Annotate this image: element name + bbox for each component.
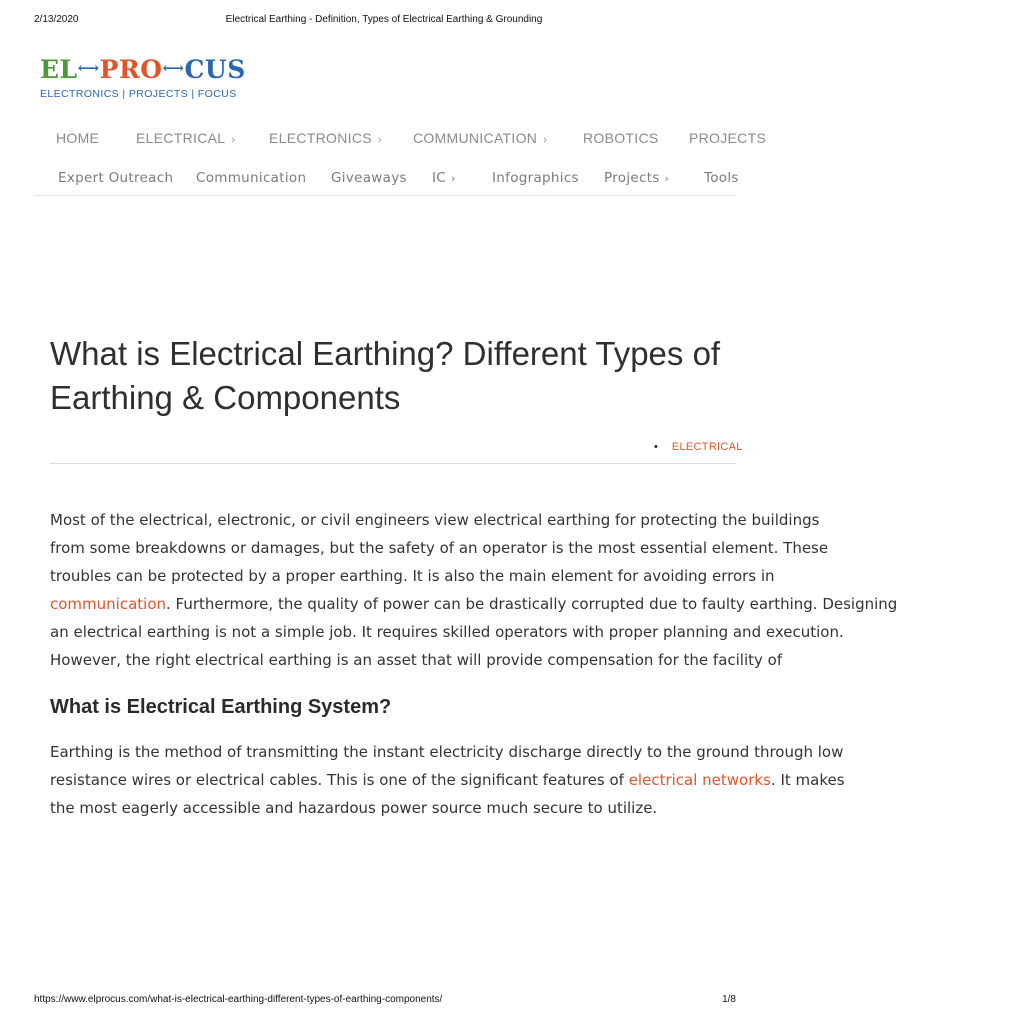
nav-divider — [34, 195, 736, 196]
nav-item-expert-outreach[interactable] — [58, 170, 173, 186]
article-title-line: What is Electrical Earthing? Different Types of — [50, 335, 721, 372]
paragraph-text: . Furthermore, the quality of power can be drastically corrupted due to faulty earthing. Designing — [166, 595, 898, 613]
electrical-networks-link[interactable]: electrical networks — [628, 771, 771, 789]
intro-paragraph — [50, 506, 950, 674]
nav-item-communication[interactable] — [413, 130, 547, 146]
paragraph-line: an electrical earthing is not a simple job. It requires skilled operators with proper planning and execution. — [50, 623, 844, 641]
paragraph-line: Most of the electrical, electronic, or civil engineers view electrical earthing for protecting the buildings — [50, 511, 820, 529]
article-title-line: Earthing & Components — [50, 379, 401, 416]
print-page-number: 1/8 — [722, 994, 736, 1005]
nav-item-label: Giveaways — [331, 170, 407, 186]
logo-part-cus: CUS — [184, 55, 246, 84]
logo-wordmark — [40, 56, 300, 87]
paragraph-line: troubles can be protected by a proper earthing. It is also the main element for avoiding errors in — [50, 567, 775, 585]
logo-arrow-icon: ⟷ — [77, 59, 100, 77]
nav-item-tools[interactable] — [704, 170, 739, 186]
section-heading: What is Electrical Earthing System? — [50, 696, 392, 718]
nav-item-label: ELECTRONICS — [269, 130, 372, 146]
paragraph-line: However, the right electrical earthing is an asset that will provide compensation for the facility of — [50, 651, 783, 669]
chevron-right-icon: › — [231, 134, 236, 146]
paragraph-line: from some breakdowns or damages, but the safety of an operator is the most essential element. These — [50, 539, 829, 557]
nav-item-label: Infographics — [492, 170, 579, 186]
category-link[interactable]: ELECTRICAL — [671, 441, 743, 453]
logo-tagline: ELECTRONICS | PROJECTS | FOCUS — [40, 88, 237, 100]
secondary-navigation — [34, 170, 1034, 192]
paragraph-text: . It makes — [770, 771, 845, 789]
title-divider — [50, 463, 736, 464]
nav-item-label: ROBOTICS — [583, 130, 659, 146]
nav-item-projects[interactable] — [689, 130, 766, 146]
nav-item-label: Tools — [704, 170, 739, 186]
chevron-right-icon: › — [664, 172, 670, 185]
logo-part-el: EL — [40, 55, 78, 84]
nav-item-robotics[interactable] — [583, 130, 659, 146]
paragraph-line: the most eagerly accessible and hazardous power source much secure to utilize. — [50, 799, 658, 817]
communication-link[interactable]: communication — [50, 595, 167, 613]
paragraph-line — [50, 590, 950, 618]
nav-item-label: Communication — [196, 170, 307, 186]
nav-item-label: IC — [432, 170, 447, 186]
nav-item-giveaways[interactable] — [331, 170, 407, 186]
nav-item-home[interactable] — [56, 130, 99, 146]
print-document-title: Electrical Earthing - Definition, Types of Electrical Earthing & Grounding — [225, 14, 543, 25]
chevron-right-icon: › — [543, 134, 548, 146]
print-header — [0, 14, 768, 28]
bullet-icon: • — [654, 441, 658, 453]
article-title — [50, 332, 950, 420]
logo-part-pro: PRO — [99, 55, 163, 84]
nav-item-label: Projects — [604, 170, 660, 186]
nav-item-label: PROJECTS — [689, 130, 767, 146]
chevron-right-icon: › — [451, 172, 456, 185]
paragraph-text: resistance wires or electrical cables. This is one of the significant features of — [50, 771, 629, 789]
nav-item-electronics[interactable] — [269, 130, 382, 146]
print-date: 2/13/2020 — [34, 14, 79, 25]
article-category — [654, 441, 743, 453]
main-navigation — [34, 130, 1034, 152]
paragraph-line: Earthing is the method of transmitting the instant electricity discharge directly to the ground through low — [50, 743, 844, 761]
nav-item-electrical[interactable] — [136, 130, 235, 146]
nav-item-label: ELECTRICAL — [136, 130, 226, 146]
nav-item-ic[interactable] — [432, 170, 456, 186]
print-url: https://www.elprocus.com/what-is-electrical-earthing-different-types-of-earthing-components/ — [34, 994, 443, 1005]
nav-item-infographics[interactable] — [492, 170, 579, 186]
chevron-right-icon: › — [377, 134, 382, 146]
site-logo[interactable] — [40, 56, 300, 106]
print-footer — [0, 994, 768, 1008]
nav-item-label: Expert Outreach — [58, 170, 174, 186]
nav-item-projects[interactable] — [604, 170, 669, 186]
definition-paragraph — [50, 738, 950, 822]
nav-item-label: HOME — [56, 130, 100, 146]
paragraph-line — [50, 766, 950, 794]
nav-item-communication[interactable] — [196, 170, 306, 186]
logo-arrow-icon: ⟷ — [162, 59, 185, 77]
nav-item-label: COMMUNICATION — [413, 130, 538, 146]
page-content — [34, 40, 898, 990]
